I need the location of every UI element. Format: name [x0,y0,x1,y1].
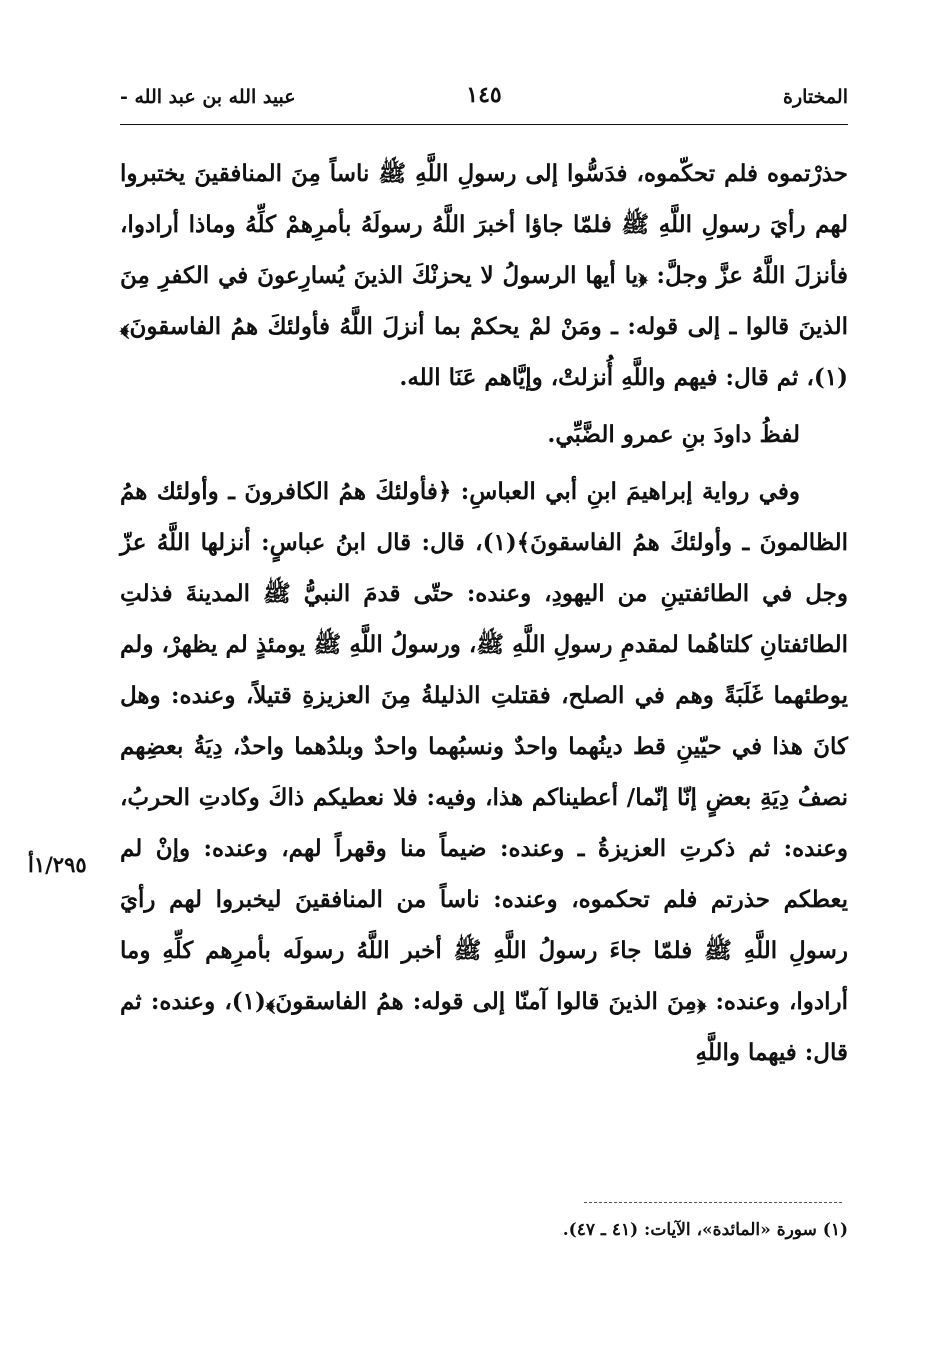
header-divider [120,124,848,125]
running-header [120,82,848,120]
footnote: (١) سورة «المائدة»، الآيات: (٤١ ـ ٤٧). [562,1220,848,1240]
page-number: ١٤٥ [466,82,502,108]
paragraph-2: لفظُ داودَ بنِ عمرو الضَّبِّي. [547,421,800,448]
header-book-title: المختارة [783,86,848,108]
paragraph-3: وفي رواية إبراهيمَ ابنِ أبي العباسِ: ﴿فأولئكَ همُ الكافرونَ ـ وأولئك همُ الظالمونَ ـ وأولئكَ همُ الفاسقونَ﴾(١)، قال: قال ابنُ عباسٍ: أنزلها اللَّهُ عزّ وجل في الطائفتينِ من اليهودِ، وعنده: حتّى قدمَ النبيُّ ﷺ المدينةَ فذلتِ الطائفتانِ كلتاهُما لمقدمِ رسولِ اللَّهِ ﷺ، ورسولُ اللَّهِ ﷺ يومئذٍ لم يظهرْ، ولم يوطئهما غَلَبَةً وهم في الصلح، فقتلتِ الذليلةُ مِنَ العزيزةِ قتيلاً، وعنده: وهل كانَ هذا في حيّينِ قط دينُهما واحدٌ ونسبُهما واحدٌ وبلدُهما واحدٌ، دِيَةُ بعضِهم نصفُ دِيَةِ بعضٍ إنّا إنّما/ أعطيناكم هذا، وفيه: فلا نعطيكم ذاكَ وكادتِ الحربُ، وعنده: ثم ذكرتِ العزيزةُ ـ وعنده: ضيماً منا وقهراً لهم، وعنده: وإنْ لم يعطكم حذرتم فلم تحكموه، وعنده: ناساً من المنافقينَ ليخبروا لهم رأيَ رسولِ اللَّهِ ﷺ فلمّا جاءَ رسولُ اللَّهِ ﷺ أخبر اللَّهُ رسولَه بأمرِهم كلِّهِ وما أرادوا، وعنده: ﴿مِنَ الذينَ قالوا آمنّا إلى قوله: همُ الفاسقونَ﴾(١)، وعنده: ثم قال: فيهما واللَّهِ [120,478,849,1066]
footnote-divider [584,1202,842,1203]
main-text [120,148,848,1078]
manuscript-folio-note: ١/٢٩٥أ [28,852,87,877]
header-author: عبيد الله بن عبد الله - [120,86,296,108]
paragraph-1: حذرْتموه فلم تحكّموه، فدَسُّوا إلى رسولِ اللَّهِ ﷺ ناساً مِنَ المنافقينَ يختبروا لهم رأيَ رسولِ اللَّهِ ﷺ فلمّا جاؤا أخبرَ اللَّهُ رسولَهُ بأمرِهمْ كلِّهُ وماذا أرادوا، فأنزلَ اللَّهُ عزَّ وجلَّ: ﴿يا أيها الرسولُ لا يحزنْكَ الذينَ يُسارِعونَ في الكفرِ مِنَ الذينَ قالوا ـ إلى قوله: ـ ومَنْ لمْ يحكمْ بما أنزلَ اللَّهُ فأولئكَ همُ الفاسقونَ﴾(١)، ثم قال: فيهم واللَّهِ أُنزلتْ، وإيَّاهم عَنَا الله. [120,160,848,391]
